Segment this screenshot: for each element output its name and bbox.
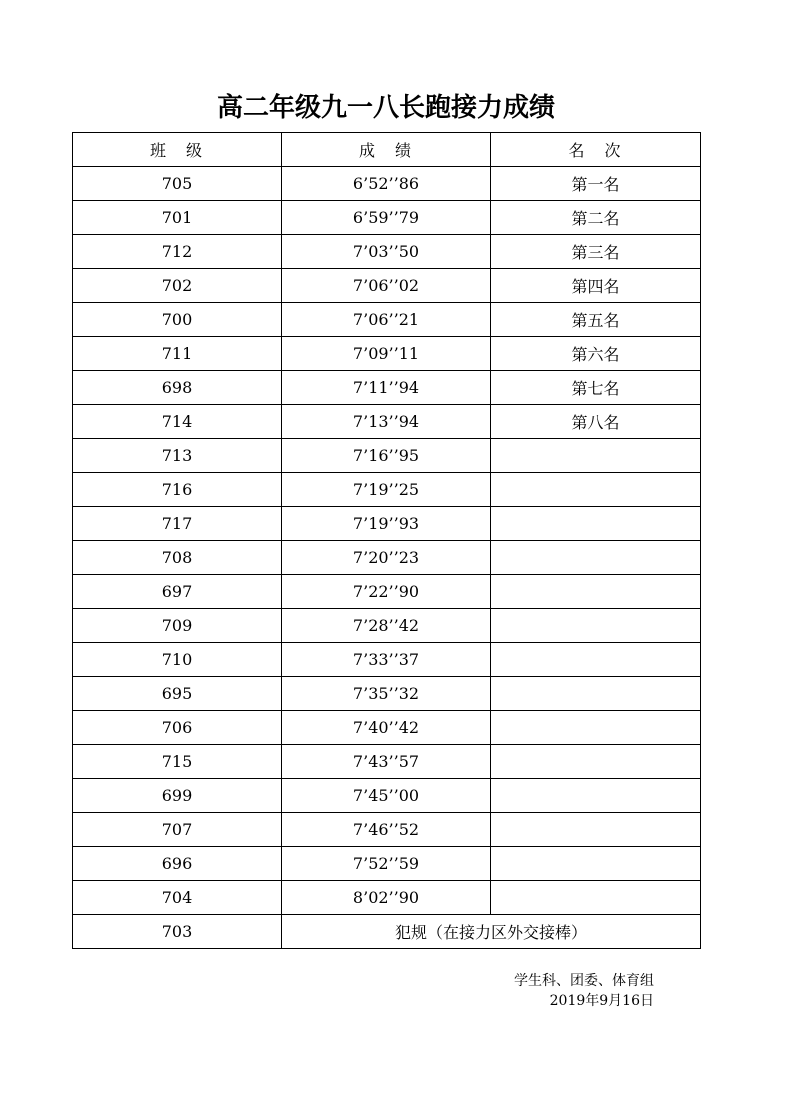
table-row [73,847,701,881]
class-cell: 705 [73,167,282,201]
rank-cell [491,609,701,643]
score-cell: 6’59’’79 [282,201,491,235]
class-cell: 704 [73,881,282,915]
table-row [73,609,701,643]
table-row [73,167,701,201]
footer-date: 2019年9月16日 [549,993,654,1009]
table-body [73,167,701,949]
class-cell: 709 [73,609,282,643]
rank-cell [491,541,701,575]
score-cell: 7’20’’23 [282,541,491,575]
rank-cell [491,745,701,779]
score-cell: 7’13’’94 [282,405,491,439]
table-row [73,541,701,575]
rank-cell [491,575,701,609]
class-cell: 708 [73,541,282,575]
rank-cell: 第一名 [491,167,701,201]
rank-cell [491,711,701,745]
table-row [73,337,701,371]
rank-cell: 第七名 [491,371,701,405]
class-cell: 701 [73,201,282,235]
table-row [73,371,701,405]
page-title: 高二年级九一八长跑接力成绩 [216,93,555,123]
rank-cell: 第六名 [491,337,701,371]
score-cell: 7’28’’42 [282,609,491,643]
score-cell: 7’11’’94 [282,371,491,405]
score-cell: 7’35’’32 [282,677,491,711]
class-cell: 714 [73,405,282,439]
class-cell: 716 [73,473,282,507]
score-cell: 7’19’’93 [282,507,491,541]
rank-cell: 第二名 [491,201,701,235]
class-cell: 707 [73,813,282,847]
score-cell: 8’02’’90 [282,881,491,915]
class-cell: 703 [73,915,282,949]
table-row [73,269,701,303]
table-row [73,201,701,235]
class-cell: 696 [73,847,282,881]
class-cell: 717 [73,507,282,541]
rank-cell [491,439,701,473]
table-row [73,881,701,915]
violation-note: 犯规（在接力区外交接棒） [282,915,701,949]
table-row [73,813,701,847]
score-cell: 7’19’’25 [282,473,491,507]
class-cell: 700 [73,303,282,337]
table-row [73,235,701,269]
score-cell: 7’33’’37 [282,643,491,677]
rank-cell: 第三名 [491,235,701,269]
class-cell: 710 [73,643,282,677]
rank-cell: 第五名 [491,303,701,337]
table-row [73,303,701,337]
score-cell: 7’40’’42 [282,711,491,745]
score-cell: 7’46’’52 [282,813,491,847]
score-cell: 7’06’’02 [282,269,491,303]
class-cell: 706 [73,711,282,745]
violation-row [73,915,701,949]
header-rank: 名 次 [491,133,701,167]
table-row [73,643,701,677]
rank-cell [491,847,701,881]
table-row [73,779,701,813]
class-cell: 702 [73,269,282,303]
class-cell: 695 [73,677,282,711]
table-row [73,507,701,541]
class-cell: 699 [73,779,282,813]
score-cell: 7’43’’57 [282,745,491,779]
footer-organization: 学生科、团委、体育组 [514,973,654,989]
table-row [73,473,701,507]
score-cell: 7’03’’50 [282,235,491,269]
rank-cell [491,473,701,507]
table-row [73,745,701,779]
table-row [73,711,701,745]
class-cell: 715 [73,745,282,779]
class-cell: 697 [73,575,282,609]
rank-cell [491,677,701,711]
table-header-row [73,133,701,167]
header-class: 班 级 [73,133,282,167]
table-row [73,405,701,439]
class-cell: 713 [73,439,282,473]
class-cell: 711 [73,337,282,371]
results-table [72,132,701,949]
class-cell: 698 [73,371,282,405]
rank-cell [491,643,701,677]
score-cell: 7’52’’59 [282,847,491,881]
score-cell: 7’16’’95 [282,439,491,473]
class-cell: 712 [73,235,282,269]
rank-cell [491,507,701,541]
table-row [73,439,701,473]
score-cell: 7’45’’00 [282,779,491,813]
header-score: 成 绩 [282,133,491,167]
score-cell: 7’09’’11 [282,337,491,371]
score-cell: 6’52’’86 [282,167,491,201]
score-cell: 7’06’’21 [282,303,491,337]
table-row [73,575,701,609]
table-row [73,677,701,711]
rank-cell: 第八名 [491,405,701,439]
rank-cell [491,813,701,847]
rank-cell [491,881,701,915]
rank-cell [491,779,701,813]
score-cell: 7’22’’90 [282,575,491,609]
rank-cell: 第四名 [491,269,701,303]
